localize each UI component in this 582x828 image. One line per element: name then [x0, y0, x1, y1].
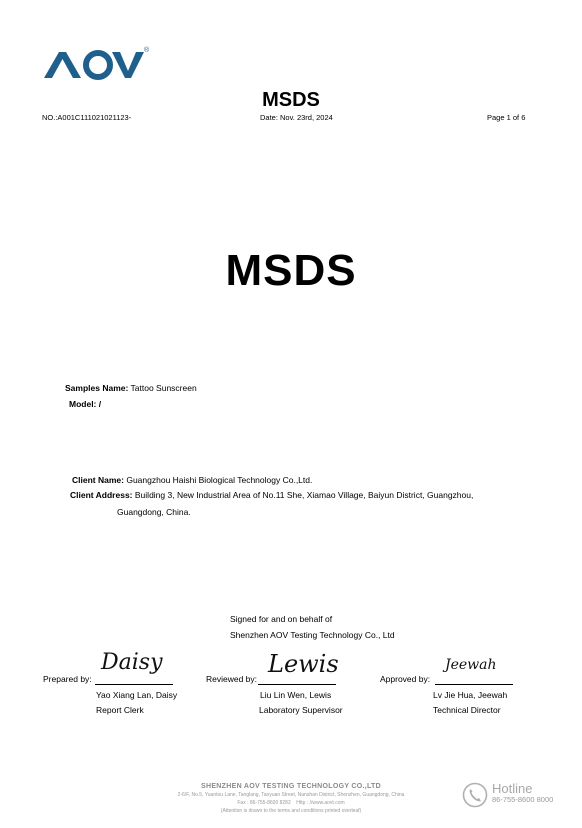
page-number: Page 1 of 6 — [487, 113, 526, 122]
approved-title: Technical Director — [433, 705, 501, 715]
hotline-number: 86-755-8600 8000 — [492, 795, 554, 804]
reviewed-by-label: Reviewed by: — [206, 674, 258, 684]
main-title: MSDS — [225, 246, 357, 295]
prepared-signature: Daisy — [101, 650, 163, 675]
approved-signature: Jeewah — [445, 657, 497, 673]
model-value: / — [98, 399, 102, 409]
hotline-label: Hotline — [492, 781, 533, 796]
client-name-row — [72, 475, 312, 485]
registered-mark: ® — [144, 47, 150, 54]
reviewed-title: Laboratory Supervisor — [259, 705, 343, 715]
signed-line-2: Shenzhen AOV Testing Technology Co., Ltd — [230, 630, 395, 640]
prepared-title: Report Clerk — [96, 705, 144, 715]
approved-by-label: Approved by: — [380, 674, 431, 684]
reviewed-signature-line — [258, 684, 336, 685]
footer-contact: Fax : 86-755-8600 8282 Http : //www.aovt.com — [237, 800, 345, 806]
footer-address: 2-6/F, No.5, Yuantou Lane, Tanglang, Taoyuan Street, Nanshan District, Shenzhen, Guangdong, China — [177, 792, 405, 798]
footer-attention: (Attention is drawn to the terms and conditions printed overleaf) — [220, 808, 362, 814]
samples-name-row — [65, 383, 197, 393]
client-name-value: Guangzhou Haishi Biological Technology Co.,Ltd. — [126, 475, 313, 485]
samples-name-value: Tattoo Sunscreen — [130, 383, 197, 393]
footer-company: SHENZHEN AOV TESTING TECHNOLOGY CO.,LTD — [201, 783, 381, 790]
client-address-label: Client Address: — [70, 490, 133, 500]
prepared-signature-line — [95, 684, 173, 685]
model-row — [69, 399, 101, 409]
report-number: NO.:A001C111021021123- — [42, 113, 132, 122]
approved-name: Lv Jie Hua, Jeewah — [433, 690, 508, 700]
signed-line-1: Signed for and on behalf of — [230, 614, 333, 624]
reviewed-name: Liu Lin Wen, Lewis — [260, 690, 332, 700]
header-title: MSDS — [262, 89, 320, 111]
prepared-name: Yao Xiang Lan, Daisy — [96, 690, 178, 700]
phone-icon — [462, 782, 488, 808]
client-address-row — [70, 490, 473, 500]
reviewed-signature: Lewis — [268, 650, 339, 678]
client-address-value-1: Building 3, New Industrial Area of No.11 She, Xiamao Village, Baiyun District, Guangzhou, — [134, 490, 474, 500]
prepared-by-label: Prepared by: — [43, 674, 92, 684]
report-date: Date: Nov. 23rd, 2024 — [260, 113, 333, 122]
samples-name-label: Samples Name: — [65, 383, 129, 393]
client-address-value-2: Guangdong, China. — [117, 507, 191, 517]
approved-signature-line — [435, 684, 513, 685]
aov-logo — [42, 44, 154, 84]
client-name-label: Client Name: — [72, 475, 124, 485]
model-label: Model: — [69, 399, 97, 409]
